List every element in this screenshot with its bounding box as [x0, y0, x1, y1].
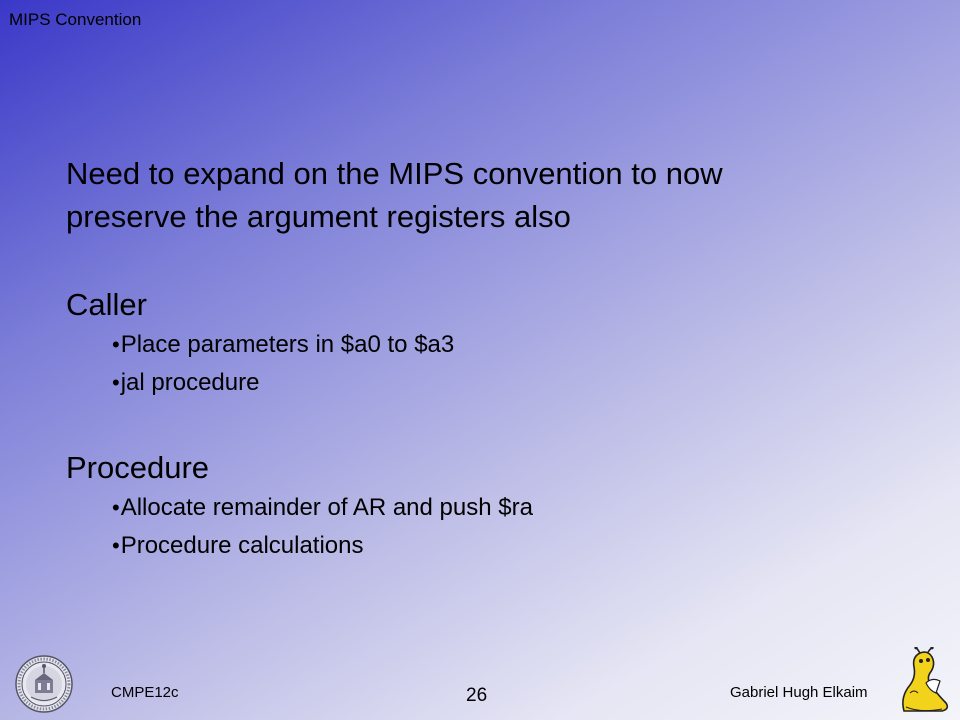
bullet-text: Place parameters in $a0 to $a3: [120, 331, 455, 358]
bullet-item: [112, 364, 886, 402]
footer-course: CMPE12c: [111, 684, 179, 701]
bullet-item: [112, 326, 886, 364]
bullet-item: [112, 489, 886, 527]
intro-line: Need to expand on the MIPS convention to now: [66, 156, 723, 191]
bullet-glyph: •: [112, 332, 120, 357]
section-caller: [66, 284, 886, 402]
section-procedure: [66, 447, 886, 565]
footer-author: Gabriel Hugh Elkaim: [730, 684, 868, 701]
page-number: 26: [466, 685, 488, 706]
intro-line: preserve the argument registers also: [66, 199, 571, 234]
bullet-item: [112, 527, 886, 565]
bullet-glyph: •: [112, 533, 120, 558]
bullet-text: Procedure calculations: [120, 532, 364, 559]
bullet-text: Allocate remainder of AR and push $ra: [120, 494, 533, 521]
bullet-glyph: •: [112, 370, 120, 395]
bullet-glyph: •: [112, 495, 120, 520]
section-heading: Procedure: [66, 450, 210, 485]
intro-text: [66, 152, 886, 238]
banana-slug-mascot-icon: [896, 647, 956, 715]
bullet-text: jal procedure: [120, 369, 260, 396]
bullet-list: [66, 489, 886, 565]
bullet-list: [66, 326, 886, 402]
slide-header-title: MIPS Convention: [9, 10, 142, 29]
section-heading: Caller: [66, 287, 147, 322]
university-seal-icon: [15, 655, 73, 713]
